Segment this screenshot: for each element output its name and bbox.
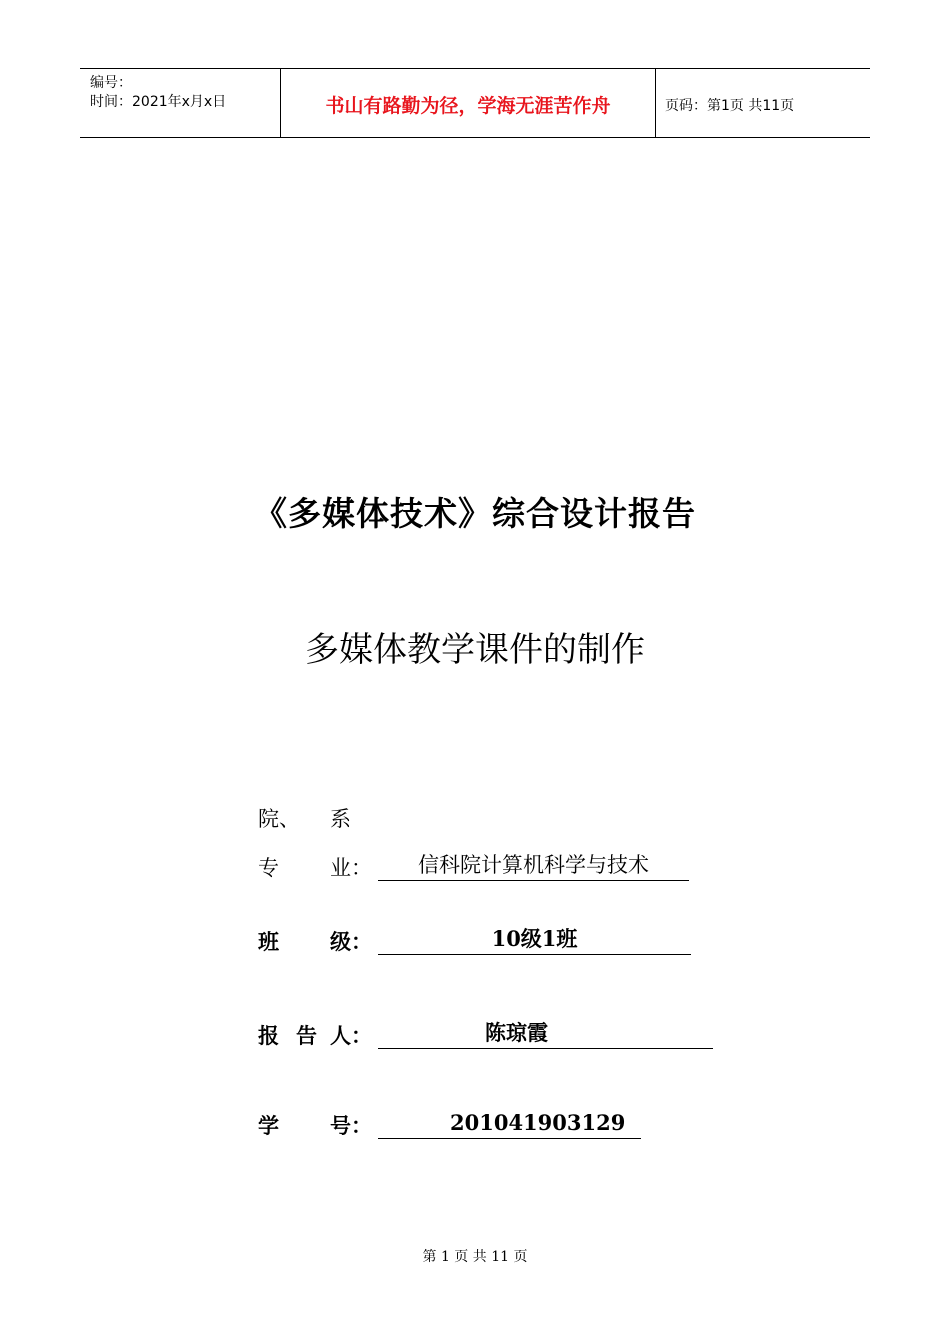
student-id-label-b: 号： xyxy=(330,1113,372,1138)
student-id-value xyxy=(378,1110,641,1139)
header-meta-cell xyxy=(80,69,280,137)
reporter-label-c: 人： xyxy=(330,1023,372,1048)
header-motto-cell xyxy=(280,69,656,137)
major-label-b: 业： xyxy=(330,856,372,880)
department-label-a: 院、 xyxy=(258,807,300,831)
major-value-text: 信科院计算机科学与技术 xyxy=(418,853,649,877)
class-value-text: 10级1班 xyxy=(491,926,578,951)
reporter-label-a: 报 xyxy=(258,1023,279,1048)
class-label-a: 班 xyxy=(258,929,279,954)
report-title: 《多媒体技术》综合设计报告 xyxy=(254,494,696,533)
header-page-cell xyxy=(655,69,870,137)
document-time: 时间：2021年x月x日 xyxy=(90,94,227,110)
reporter-label-b: 告 xyxy=(296,1023,317,1048)
class-label-b: 级： xyxy=(330,929,372,954)
document-number-label: 编号： xyxy=(90,75,132,91)
header-motto: 书山有路勤为径，学海无涯苦作舟 xyxy=(325,95,611,117)
reporter-value-text: 陈琼霞 xyxy=(485,1020,548,1045)
class-value xyxy=(378,926,691,955)
report-subtitle: 多媒体教学课件的制作 xyxy=(305,630,645,670)
page-header xyxy=(80,68,870,138)
header-page-code: 页码：第1页 共11页 xyxy=(665,98,795,114)
page-footer: 第 1 页 共 11 页 xyxy=(422,1249,528,1265)
major-label-a: 专 xyxy=(258,856,279,880)
student-id-label-a: 学 xyxy=(258,1113,279,1138)
student-id-value-text: 201041903129 xyxy=(450,1110,626,1135)
reporter-value xyxy=(378,1020,713,1049)
department-label-b: 系 xyxy=(330,807,351,831)
major-value xyxy=(378,852,689,881)
